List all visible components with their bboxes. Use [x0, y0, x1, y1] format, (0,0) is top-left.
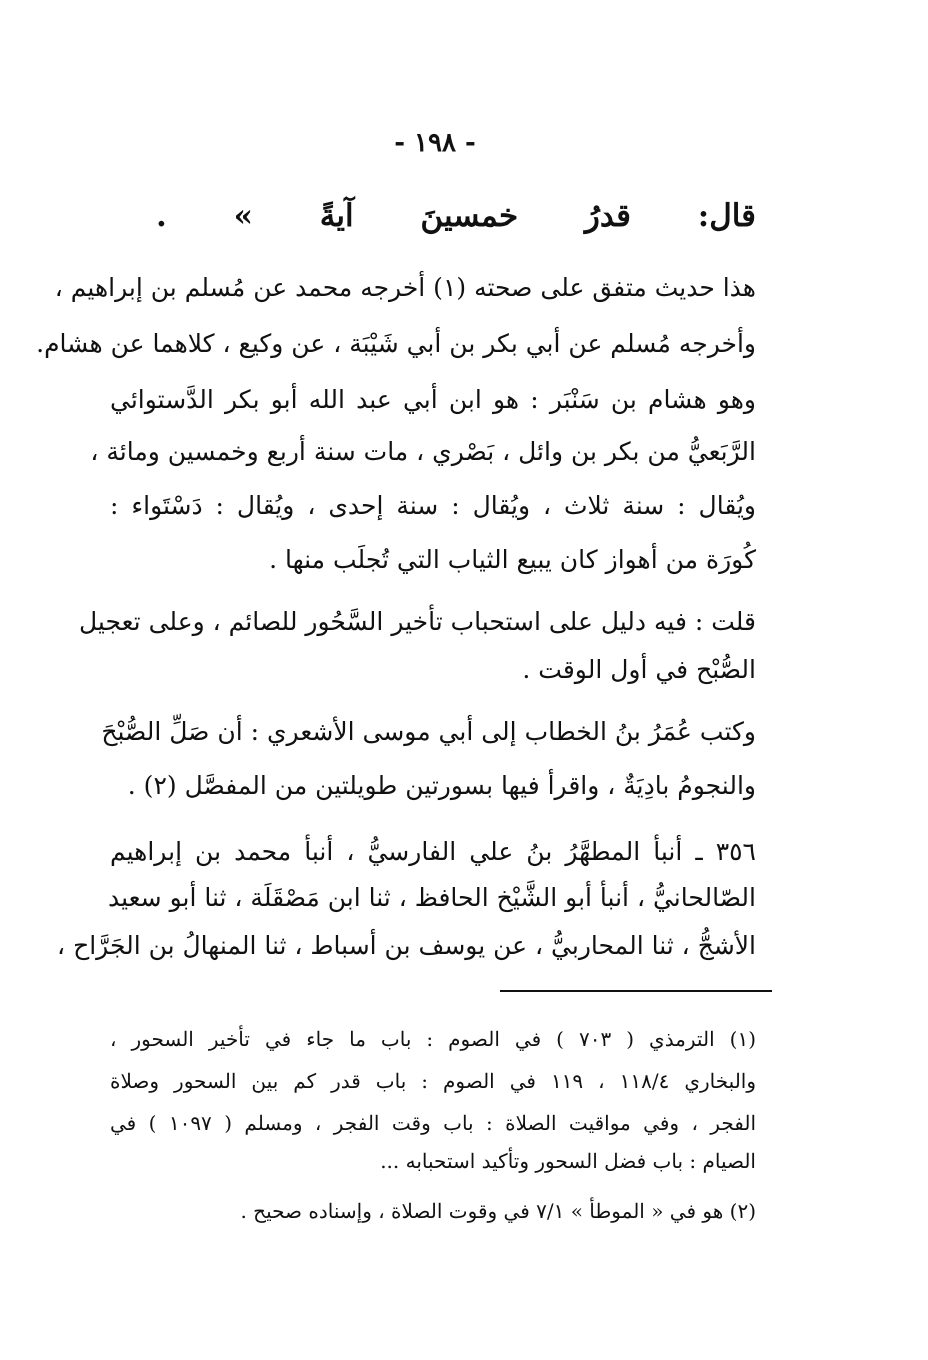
paragraph-1-line-1: هذا حديث متفق على صحته (١) أخرجه محمد عن مُسلم بن إبراهيم ، [54, 273, 756, 302]
page-number: - ١٩٨ - [394, 128, 476, 158]
paragraph-3-line-1: قلت : فيه دليل على استحباب تأخير السَّحُور للصائم ، وعلى تعجيل [79, 607, 756, 636]
footnote-1-line-3: الفجر ، وفي مواقيت الصلاة : باب وقت الفجر ، ومسلم ( ١٠٩٧ ) في [110, 1111, 756, 1135]
footnote-1-line-1: (١) الترمذي ( ٧٠٣ ) في الصوم : باب ما جاء في تأخير السحور ، [110, 1027, 756, 1051]
paragraph-2-line-4: كُورَة من أهواز كان يبيع الثياب التي تُجلَب منها . [269, 545, 756, 574]
paragraph-2-line-3: ويُقال : سنة ثلاث ، ويُقال : سنة إحدى ، ويُقال : دَسْتَواء : [110, 491, 756, 520]
paragraph-5-line-1: ٣٥٦ ـ أنبأ المطهَّرُ بنُ علي الفارسيُّ ، أنبأ محمد بن إبراهيم [110, 837, 756, 866]
paragraph-1-line-2: وأخرجه مُسلم عن أبي بكر بن أبي شَيْبَة ، عن وكيع ، كلاهما عن هشام. [36, 329, 756, 358]
footnote-2-line-1: (٢) هو في « الموطأ » ٧/١ في وقوت الصلاة ، وإسناده صحيح . [240, 1199, 756, 1223]
quote-line: قال: قدرُ خمسينَ آيةً » . [156, 198, 756, 234]
footnote-1-line-2: والبخاري ١١٨/٤ ، ١١٩ في الصوم : باب قدر كم بين السحور وصلاة [110, 1069, 756, 1093]
paragraph-4-line-2: والنجومُ بادِيَةٌ ، واقرأ فيها بسورتين طويلتين من المفصَّل (٢) . [127, 771, 756, 800]
paragraph-4-line-1: وكتب عُمَرُ بنُ الخطاب إلى أبي موسى الأشعري : أن صَلِّ الصُّبْحَ [101, 717, 756, 746]
footnote-1-line-4: الصيام : باب فضل السحور وتأكيد استحبابه ... [380, 1149, 756, 1173]
paragraph-3-line-2: الصُّبْح في أول الوقت . [522, 655, 756, 684]
paragraph-2-line-1: وهو هشام بن سَنْبَر : هو ابن أبي عبد الله أبو بكر الدَّستوائي [110, 385, 756, 414]
paragraph-5-line-2: الصّالحانيُّ ، أنبأ أبو الشَّيْخ الحافظ ، ثنا ابن مَصْقَلَة ، ثنا أبو سعيد [107, 883, 756, 912]
paragraph-2-line-2: الرَّبَعيُّ من بكر بن وائل ، بَصْري ، مات سنة أربع وخمسين ومائة ، [90, 437, 756, 466]
paragraph-5-line-3: الأشجُّ ، ثنا المحاربيُّ ، عن يوسف بن أسباط ، ثنا المنهالُ بن الجَرَّاح ، [57, 931, 756, 960]
footnote-divider [500, 990, 772, 992]
